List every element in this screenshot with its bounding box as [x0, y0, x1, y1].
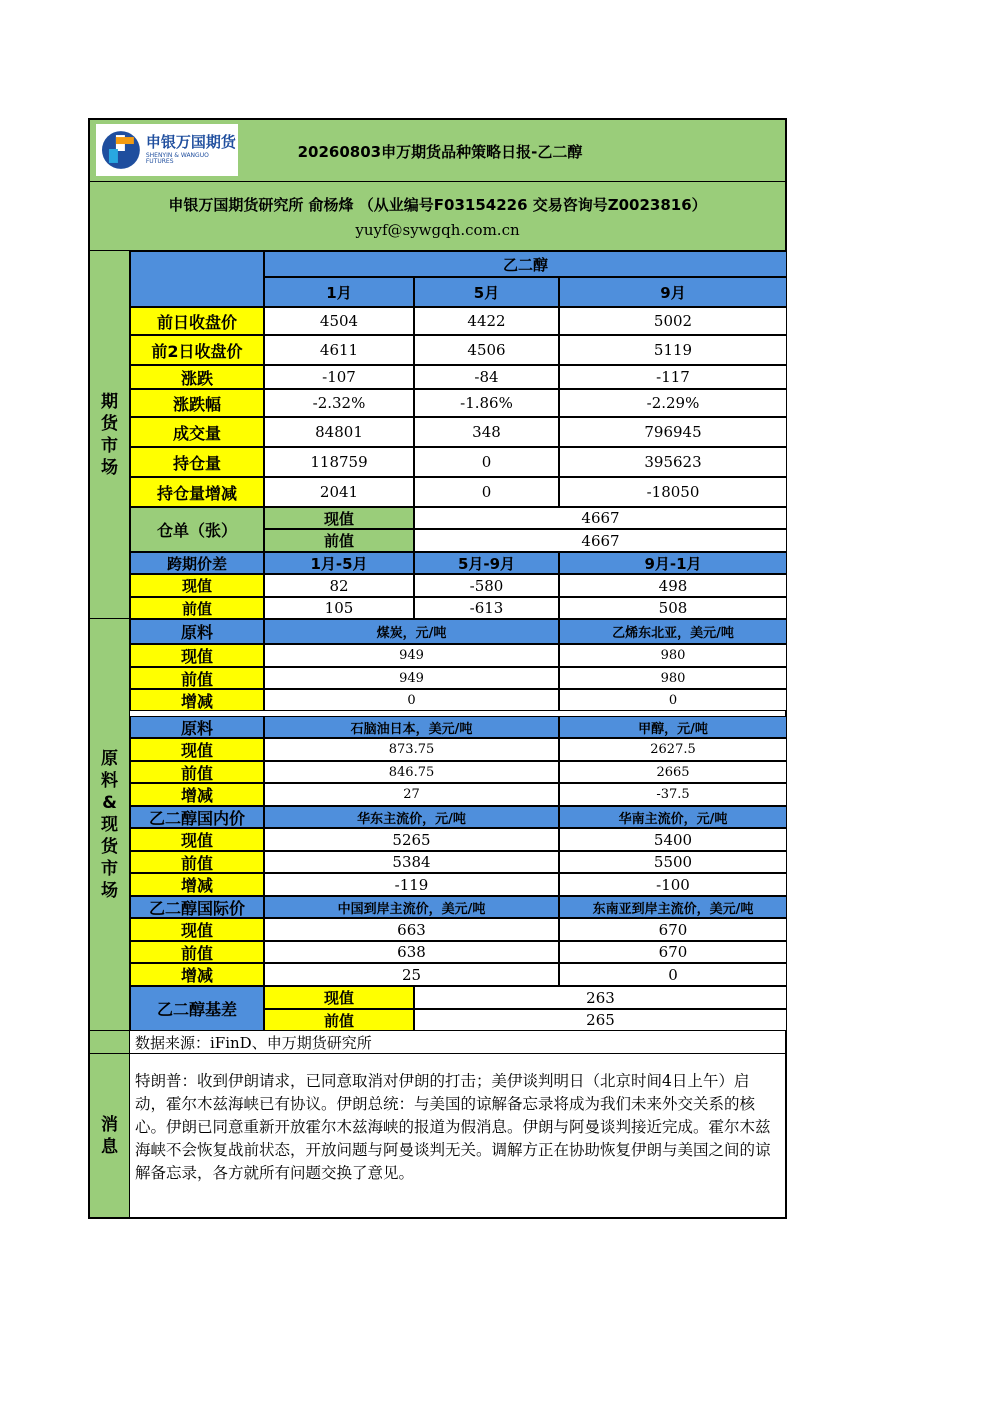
spot-row-value: 0 [559, 689, 787, 711]
spot-row-label: 增减 [130, 873, 264, 896]
futures-row-value: 2041 [264, 477, 414, 507]
spot-row-value: -119 [264, 873, 559, 896]
spot-block-label: 乙二醇国际价 [130, 896, 264, 918]
warehouse-previous-label: 前值 [264, 529, 414, 552]
spot-column-header: 石脑油日本，美元/吨 [264, 716, 559, 738]
futures-row-value: 395623 [559, 447, 787, 477]
month-header-1: 1月 [264, 277, 414, 307]
spot-row-label: 前值 [130, 941, 264, 963]
futures-row-value: 4506 [414, 335, 559, 365]
futures-row-label: 涨跌 [130, 365, 264, 389]
futures-row-label: 涨跌幅 [130, 389, 264, 417]
spot-block-label: 原料 [130, 619, 264, 644]
futures-row-value: 4611 [264, 335, 414, 365]
author-email: yuyf@sywgqh.com.cn [355, 220, 520, 239]
spot-row-value: 5500 [559, 851, 787, 873]
spot-row-value: 949 [264, 667, 559, 689]
company-logo [96, 124, 238, 176]
spot-column-header: 煤炭，元/吨 [264, 619, 559, 644]
news-label: 消 息 [90, 1054, 130, 1217]
spread-previous-9-1: 508 [559, 597, 787, 619]
futures-row-value: -117 [559, 365, 787, 389]
spot-row-value: 663 [264, 918, 559, 941]
spread-header-5-9: 5月-9月 [414, 552, 559, 574]
spot-column-header: 东南亚到岸主流价，美元/吨 [559, 896, 787, 918]
spot-row-value: 2627.5 [559, 738, 787, 761]
spread-previous-label: 前值 [130, 597, 264, 619]
spot-row-value: 638 [264, 941, 559, 963]
spread-previous-5-9: -613 [414, 597, 559, 619]
futures-row-value: 4504 [264, 307, 414, 335]
basis-previous-value: 265 [414, 1009, 787, 1031]
spot-row-label: 现值 [130, 644, 264, 667]
futures-row-value: 4422 [414, 307, 559, 335]
spot-column-header: 华南主流价，元/吨 [559, 806, 787, 828]
spot-column-header: 乙烯东北亚，美元/吨 [559, 619, 787, 644]
spot-row-value: 25 [264, 963, 559, 986]
spread-previous-1-5: 105 [264, 597, 414, 619]
spot-row-value: 949 [264, 644, 559, 667]
spot-row-value: 670 [559, 941, 787, 963]
author-row [90, 182, 785, 251]
spot-row-value: 5384 [264, 851, 559, 873]
spot-row-label: 增减 [130, 689, 264, 711]
spot-row-value: -100 [559, 873, 787, 896]
spot-row-value: 2665 [559, 761, 787, 783]
spot-row-value: 0 [559, 963, 787, 986]
spot-row-value: 5265 [264, 828, 559, 851]
spot-row-label: 现值 [130, 738, 264, 761]
futures-row-value: 5119 [559, 335, 787, 365]
futures-row-value: 348 [414, 417, 559, 447]
spot-row-label: 前值 [130, 667, 264, 689]
spot-row-value: -37.5 [559, 783, 787, 806]
futures-row-value: -107 [264, 365, 414, 389]
data-source: 数据来源：iFinD、申万期货研究所 [130, 1031, 785, 1054]
futures-row-value: 0 [414, 447, 559, 477]
logo-text-cn: 申银万国期货 [145, 133, 236, 151]
futures-section-label: 期 货 市 场 [90, 251, 130, 619]
spot-block-label: 乙二醇国内价 [130, 806, 264, 828]
report-title: 20260803申万期货品种策略日报-乙二醇 [297, 142, 583, 161]
spot-row-label: 现值 [130, 918, 264, 941]
report-sheet [88, 118, 787, 1219]
source-left-cell [90, 1031, 130, 1054]
spot-row-label: 增减 [130, 783, 264, 806]
spot-column-header: 华东主流价，元/吨 [264, 806, 559, 828]
month-header-5: 5月 [414, 277, 559, 307]
product-header: 乙二醇 [264, 251, 787, 277]
news-text: 特朗普：收到伊朗请求，已同意取消对伊朗的打击；美伊谈判明日（北京时间4日上午）启动，霍尔木兹海峡已有协议。伊朗总统：与美国的谅解备忘录将成为我们未来外交关系的核心。伊朗已同意重新开放霍尔木兹海峡的报道为假消息。伊朗与阿曼谈判接近完成。霍尔木兹海峡不会恢复战前状态，开放问题与阿曼谈判无关。调解方正在协助恢复伊朗与美国之间的谅解备忘录，各方就所有问题交换了意见。 [130, 1054, 785, 1217]
warehouse-current-label: 现值 [264, 507, 414, 529]
basis-label: 乙二醇基差 [130, 986, 264, 1031]
spot-section-label: 原 料 & 现 货 市 场 [90, 619, 130, 1031]
futures-row-value: -18050 [559, 477, 787, 507]
spot-row-label: 前值 [130, 851, 264, 873]
futures-header-blank [130, 251, 264, 307]
spot-row-label: 现值 [130, 828, 264, 851]
spread-current-9-1: 498 [559, 574, 787, 597]
warehouse-label: 仓单（张） [130, 507, 264, 552]
spot-column-header: 中国到岸主流价，美元/吨 [264, 896, 559, 918]
futures-row-label: 持仓量增减 [130, 477, 264, 507]
spot-row-label: 增减 [130, 963, 264, 986]
warehouse-current-value: 4667 [414, 507, 787, 529]
warehouse-previous-value: 4667 [414, 529, 787, 552]
futures-row-label: 前2日收盘价 [130, 335, 264, 365]
futures-row-value: 84801 [264, 417, 414, 447]
spot-row-value: 846.75 [264, 761, 559, 783]
month-header-9: 9月 [559, 277, 787, 307]
futures-row-label: 持仓量 [130, 447, 264, 477]
spot-row-value: 670 [559, 918, 787, 941]
spot-row-value: 27 [264, 783, 559, 806]
logo-text-en: SHENYIN & WANGUO FUTURES [145, 152, 209, 165]
basis-current-label: 现值 [264, 986, 414, 1009]
spread-header-1-5: 1月-5月 [264, 552, 414, 574]
basis-current-value: 263 [414, 986, 787, 1009]
futures-row-label: 成交量 [130, 417, 264, 447]
spot-row-value: 873.75 [264, 738, 559, 761]
basis-previous-label: 前值 [264, 1009, 414, 1031]
futures-row-value: 118759 [264, 447, 414, 477]
spread-label: 跨期价差 [130, 552, 264, 574]
spot-row-value: 980 [559, 644, 787, 667]
spot-block-label: 原料 [130, 716, 264, 738]
spread-current-label: 现值 [130, 574, 264, 597]
author-line: 申银万国期货研究所 俞杨烽 （从业编号F03154226 交易咨询号Z0023816） [168, 195, 707, 214]
spot-row-value: 5400 [559, 828, 787, 851]
futures-row-value: 796945 [559, 417, 787, 447]
futures-row-value: -2.32% [264, 389, 414, 417]
spread-header-9-1: 9月-1月 [559, 552, 787, 574]
spot-row-value: 980 [559, 667, 787, 689]
futures-row-value: -1.86% [414, 389, 559, 417]
futures-row-label: 前日收盘价 [130, 307, 264, 335]
spread-current-1-5: 82 [264, 574, 414, 597]
futures-row-value: -84 [414, 365, 559, 389]
spot-row-label: 前值 [130, 761, 264, 783]
spot-column-header: 甲醇，元/吨 [559, 716, 787, 738]
futures-row-value: 5002 [559, 307, 787, 335]
spot-row-value: 0 [264, 689, 559, 711]
futures-row-value: -2.29% [559, 389, 787, 417]
logo-mark-icon [100, 129, 142, 171]
futures-row-value: 0 [414, 477, 559, 507]
spread-current-5-9: -580 [414, 574, 559, 597]
